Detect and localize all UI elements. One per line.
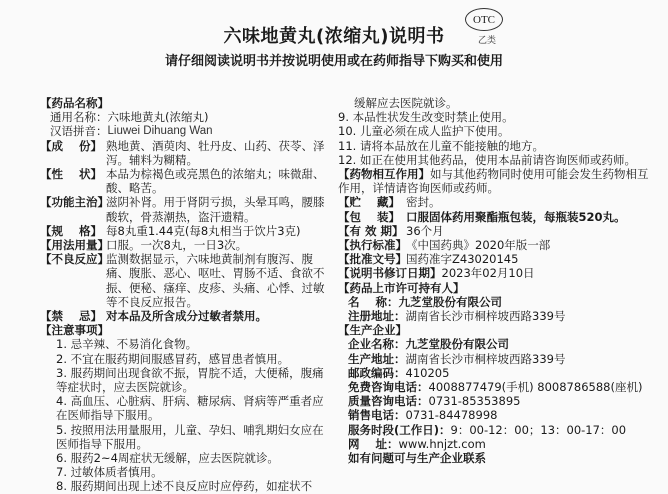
note-item-11: 11. 请将本品放在儿童不能接触的地方。	[338, 138, 544, 153]
sales-phone-label: 销售电话：	[348, 408, 406, 423]
website-value: www.hnjzt.com	[398, 436, 486, 451]
mah-header: 【药品上市许可持有人】	[338, 280, 465, 295]
usage-label: 【用法用量】	[40, 238, 109, 253]
hotline-row	[338, 380, 650, 394]
document-title: 六味地黄丸(浓缩丸)说明书	[223, 26, 445, 47]
hotline-value: 4008877479(手机) 8008786588(座机)	[428, 380, 643, 395]
generic-name-label: 通用名称：	[50, 110, 108, 125]
sales-phone-value: 0731-84478998	[405, 408, 498, 423]
interaction-row	[338, 167, 650, 195]
mah-address-value: 湖南省长沙市桐梓坡西路339号	[405, 309, 566, 324]
note-item-10: 10. 儿童必须在成人监护下使用。	[338, 124, 510, 139]
drug-name-header: 【药品名称】	[40, 96, 109, 110]
properties-row	[40, 167, 332, 195]
package-value: 口服固体药用聚酯瓶包装，每瓶装520丸。	[406, 209, 626, 224]
revision-row	[338, 266, 650, 280]
manufacturer-address-value: 湖南省长沙市桐梓坡西路339号	[405, 351, 566, 366]
validity-label: 【有 效 期】	[338, 223, 404, 238]
sales-phone-row	[338, 408, 650, 422]
quality-phone-label: 质量咨询电话：	[348, 394, 429, 409]
properties-label: 【性 状】	[40, 167, 103, 182]
standard-label: 【执行标准】	[338, 238, 407, 253]
document-subtitle: 请仔细阅读说明书并按说明使用或在药师指导下购买和使用	[164, 54, 503, 69]
note-item-5: 5. 按照用法用量服用，儿童、孕妇、哺乳期妇女应在医师指导下服用。	[56, 422, 324, 451]
adverse-value: 监测数据显示，六味地黄制剂有腹泻、腹痛、腹胀、恶心、呕吐、胃肠不适、食欲不振、便秘、瘙痒、皮疹、头痛、心悸、过敏等不良反应报告。	[106, 252, 325, 309]
hotline-label: 免费咨询电话：	[348, 380, 429, 395]
manufacturer-address-row	[338, 352, 650, 366]
otc-class-label: 乙类	[478, 36, 497, 46]
website-label: 网 址：	[348, 436, 399, 451]
generic-name-value: 六味地黄丸(浓缩丸)	[107, 110, 209, 125]
note-item-3: 3. 服药期间出现食欲不振，胃脘不适，大便稀，腹痛等症状时，应去医院就诊。	[56, 365, 324, 395]
mah-address-label: 注册地址：	[348, 309, 406, 324]
note-item-2: 2. 不宜在服药期间服感冒药，感冒患者慎用。	[56, 351, 290, 366]
pinyin-value: Liuwei Dihuang Wan	[107, 125, 213, 138]
package-label: 【包 装】	[338, 209, 401, 224]
contraindication-row	[40, 309, 332, 323]
package-row	[338, 210, 650, 224]
mah-name-value: 九芝堂股份有限公司	[398, 294, 503, 309]
left-column	[40, 96, 332, 494]
note-item-7: 7. 过敏体质者慎用。	[56, 465, 163, 480]
spec-row	[40, 224, 332, 238]
approval-value: 国药准字Z43020145	[406, 252, 519, 267]
validity-row	[338, 224, 650, 238]
storage-value: 密封。	[406, 195, 441, 210]
spec-value: 每8丸重1.44克(每8丸相当于饮片3克)	[106, 223, 301, 238]
note-item-12: 12. 如正在使用其他药品，使用本品前请咨询医师或药师。	[338, 152, 636, 167]
note-item-4: 4. 高血压、心脏病、肝病、糖尿病、肾病等严重者应在医师指导下服用。	[56, 394, 324, 423]
pinyin-label: 汉语拼音：	[50, 124, 108, 139]
functions-value: 滋阴补肾。用于肾阴亏损，头晕耳鸣，腰膝酸软，骨蒸潮热，盗汗遗精。	[106, 195, 325, 224]
ingredients-value: 熟地黄、酒萸肉、牡丹皮、山药、茯苓、泽泻。辅料为糊精。	[106, 138, 325, 167]
standard-value: 《中国药典》2020年版一部	[406, 238, 551, 253]
properties-value: 本品为棕褐色或亮黑色的浓缩丸；味微甜、酸、略苦。	[106, 167, 325, 196]
manufacturer-header: 【生产企业】	[338, 323, 407, 338]
storage-label: 【贮 藏】	[338, 195, 401, 210]
postcode-label: 邮政编码：	[348, 365, 406, 380]
contraindication-value: 对本品及所含成分过敏者禁用。	[106, 309, 267, 324]
adverse-row	[40, 252, 332, 309]
footer-contact-note: 如有问题可与生产企业联系	[348, 451, 486, 466]
contraindication-label: 【禁 忌】	[40, 309, 103, 324]
interaction-label: 【药物相互作用】	[338, 167, 430, 182]
revision-label: 【说明书修订日期】	[338, 266, 442, 281]
standard-row	[338, 238, 650, 252]
validity-value: 36个月	[406, 223, 444, 238]
manufacturer-name-value: 九芝堂股份有限公司	[405, 337, 509, 352]
service-hours-label: 服务时段(工作日)：	[348, 422, 451, 437]
functions-row	[40, 195, 332, 223]
note-item-9: 9. 本品性状发生改变时禁止使用。	[338, 110, 514, 125]
adverse-label: 【不良反应】	[40, 252, 109, 267]
ingredients-label: 【成 份】	[40, 138, 103, 153]
usage-row	[40, 238, 332, 252]
postcode-value: 410205	[405, 365, 450, 380]
service-hours-row	[338, 423, 650, 437]
note-item-6: 6. 服药2~4周症状无缓解，应去医院就诊。	[56, 451, 279, 466]
pinyin-row	[40, 124, 332, 138]
note-item-8-continued: 缓解应去医院就诊。	[354, 96, 458, 110]
revision-value: 2023年02月10日	[441, 266, 535, 281]
spec-label: 【规 格】	[40, 223, 103, 238]
generic-name-row	[40, 110, 332, 124]
otc-badge: OTC	[465, 8, 503, 31]
manufacturer-name-row	[338, 337, 650, 351]
manufacturer-address-label: 生产地址：	[348, 351, 406, 366]
notes-header: 【注意事项】	[40, 323, 109, 338]
mah-name-row	[338, 295, 650, 309]
right-column	[338, 96, 650, 465]
interaction-value: 如与其他药物同时使用可能会发生药物相互作用，详情请咨询医师或药师。	[338, 167, 649, 196]
quality-phone-row	[338, 394, 650, 408]
approval-row	[338, 252, 650, 266]
note-item-1: 1. 忌辛辣、不易消化食物。	[56, 337, 198, 352]
approval-label: 【批准文号】	[338, 252, 407, 267]
storage-row	[338, 195, 650, 209]
mah-address-row	[338, 309, 650, 323]
ingredients-row	[40, 139, 332, 167]
postcode-row	[338, 366, 650, 380]
website-row	[338, 437, 650, 451]
quality-phone-value: 0731-85353895	[428, 394, 521, 409]
service-hours-value: 9：00-12：00；13：00-17：00	[450, 422, 627, 437]
manufacturer-name-label: 企业名称：	[348, 337, 406, 352]
functions-label: 【功能主治】	[40, 195, 109, 210]
mah-name-label: 名 称：	[348, 294, 399, 309]
usage-value: 口服。一次8丸，一日3次。	[106, 238, 248, 253]
note-item-8: 8. 服药期间出现上述不良反应时应停药，如症状不	[56, 479, 313, 494]
